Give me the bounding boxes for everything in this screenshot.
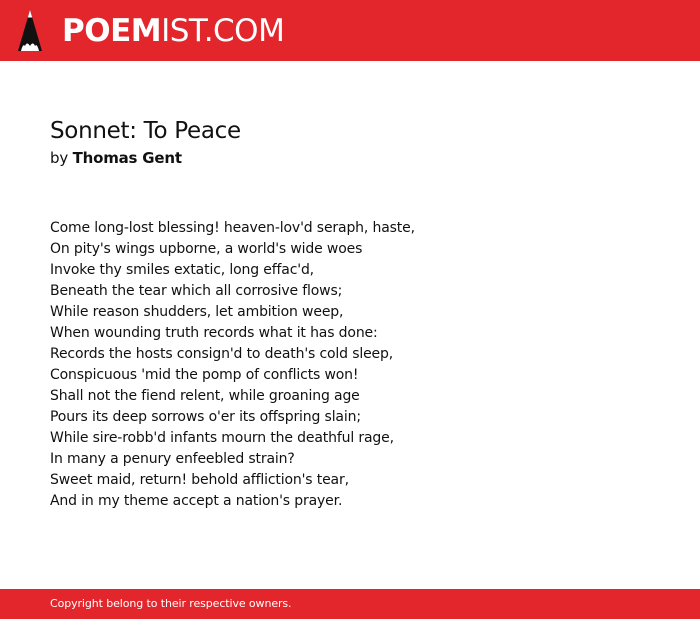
by-label: by xyxy=(50,149,68,167)
poem-content xyxy=(50,116,650,512)
poem-line: When wounding truth records what it has done: xyxy=(50,325,378,341)
poem-title: Sonnet: To Peace xyxy=(50,118,241,144)
site-footer xyxy=(0,589,700,619)
poem-line: Beneath the tear which all corrosive flows; xyxy=(50,283,343,299)
poem-line: On pity's wings upborne, a world's wide woes xyxy=(50,241,363,257)
poem-line: And in my theme accept a nation's prayer. xyxy=(50,493,343,509)
poem-line: Invoke thy smiles extatic, long effac'd, xyxy=(50,262,314,278)
poem-line: Come long-lost blessing! heaven-lov'd seraph, haste, xyxy=(50,220,415,236)
poem-line: Records the hosts consign'd to death's cold sleep, xyxy=(50,346,394,362)
poem-line: Sweet maid, return! behold affliction's tear, xyxy=(50,472,349,488)
brand-bold-text: POEM xyxy=(62,13,162,49)
brand-light-text: IST.COM xyxy=(161,13,285,49)
site-header xyxy=(0,0,700,61)
poem-line: Conspicuous 'mid the pomp of conflicts won! xyxy=(50,367,359,383)
poem-line: While reason shudders, let ambition weep, xyxy=(50,304,344,320)
poem-body xyxy=(50,218,650,512)
poem-byline xyxy=(50,148,650,168)
site-logo[interactable] xyxy=(62,13,284,49)
poem-line: In many a penury enfeebled strain? xyxy=(50,451,295,467)
poem-line: While sire-robb'd infants mourn the deathful rage, xyxy=(50,430,394,446)
poem-line: Shall not the fiend relent, while groaning age xyxy=(50,388,360,404)
copyright-text: Copyright belong to their respective owners. xyxy=(50,597,292,610)
poem-author[interactable]: Thomas Gent xyxy=(72,149,182,167)
pencil-icon[interactable] xyxy=(18,10,42,51)
poem-line: Pours its deep sorrows o'er its offspring slain; xyxy=(50,409,361,425)
